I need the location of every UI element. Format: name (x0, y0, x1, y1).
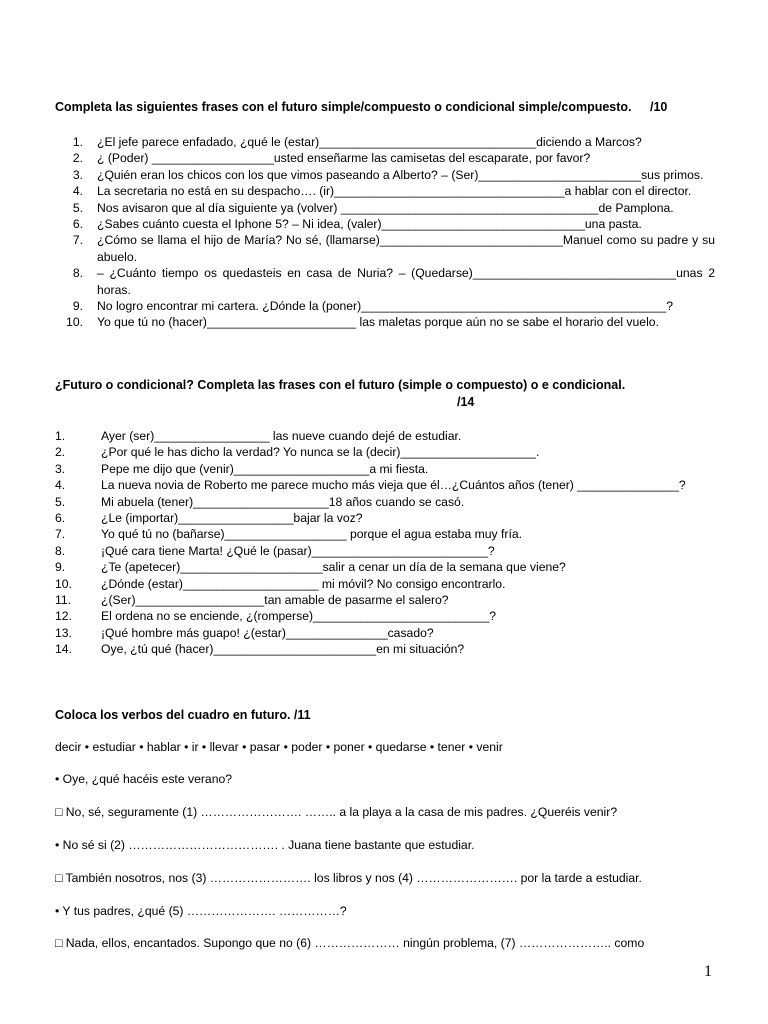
list-item: 8. – ¿Cuánto tiempo os quedasteis en casa de Nuria? – (Quedarse)______________________________unas 2 horas. (72, 266, 715, 297)
list-item: 2. ¿ (Poder) __________________usted enseñarme las camisetas del escaparate, por favor? (72, 151, 591, 166)
list-item: 9. No logro encontrar mi cartera. ¿Dónde la (poner)_____________________________________________? (72, 299, 673, 314)
section2-title: ¿Futuro o condicional? Completa las frases con el futuro (simple o compuesto) o e condicional. (55, 378, 626, 392)
list-item: 7. ¿Cómo se llama el hijo de María? No sé, (llamarse)___________________________Manuel como su padre y su abuelo. (72, 233, 715, 264)
section1-title: Completa las siguientes frases con el futuro simple/compuesto o condicional simple/compuesto. (55, 100, 632, 114)
dialogue-line: • No sé si (2) ………………………………. . Juana tiene bastante que estudiar. (55, 838, 475, 852)
list-item: 8. ¡Qué cara tiene Marta! ¿Qué le (pasar)__________________________? (55, 543, 495, 558)
section1-score: /10 (650, 100, 668, 114)
section1-list (55, 134, 715, 331)
list-item: 4. La secretaria no está en su despacho…. (ir)__________________________________a hablar con el director. (72, 184, 692, 199)
section2-score: /14 (457, 395, 475, 409)
list-item: 6. ¿Sabes cuánto cuesta el Iphone 5? – Ni idea, (valer)______________________________una pasta. (72, 217, 642, 232)
list-item: 10. ¿Dónde (estar)____________________ mi móvil? No consigo encontrarlo. (55, 576, 506, 591)
page-number: 1 (704, 963, 712, 980)
list-item: 5. Mi abuela (tener)____________________18 años cuando se casó. (55, 494, 465, 509)
list-item: 6. ¿Le (importar)_________________bajar la voz? (55, 511, 363, 526)
verb-box: decir • estudiar • hablar • ir • llevar • pasar • poder • poner • quedarse • tener • venir (55, 740, 503, 754)
list-item: 7. Yo qué tú no (bañarse)__________________ porque el agua estaba muy fría. (55, 527, 523, 542)
dialogue-line: □ Nada, ellos, encantados. Supongo que no (6) ………………… ningún problema, (7) ………………….. como (55, 936, 645, 950)
list-item: 13. ¡Qué hombre más guapo! ¿(estar)_______________casado? (55, 625, 434, 640)
list-item: 12. El ordena no se enciende, ¿(romperse)__________________________? (55, 609, 497, 624)
section2-list (55, 428, 715, 658)
list-item: 9. ¿Te (apetecer)_____________________salir a cenar un día de la semana que viene? (55, 560, 566, 575)
list-item: 4. La nueva novia de Roberto me parece mucho más vieja que él…¿Cuántos años (tener) _______________? (55, 478, 686, 493)
list-item: 2. ¿Por qué le has dicho la verdad? Yo nunca se la (decir)____________________. (55, 445, 540, 460)
section3-title: Coloca los verbos del cuadro en futuro. /11 (55, 708, 311, 722)
dialogue-line: □ No, sé, seguramente (1) ……………………. …….. a la playa a la casa de mis padres. ¿Queréis venir? (55, 805, 618, 819)
list-item: 3. Pepe me dijo que (venir)____________________a mi fiesta. (55, 461, 429, 476)
dialogue-line: • Oye, ¿qué hacéis este verano? (55, 772, 233, 786)
list-item: 10. Yo que tú no (hacer)______________________ las maletas porque aún no se sabe el horario del vuelo. (66, 315, 659, 330)
list-item: 14. Oye, ¿tú qué (hacer)________________________en mi situación? (55, 642, 465, 657)
list-item: 5. Nos avisaron que al día siguiente ya (volver) ______________________________________de Pamplona. (72, 200, 674, 215)
dialogue-line: • Y tus padres, ¿qué (5) …………………. ……………? (55, 904, 347, 918)
list-item: 1. Ayer (ser)_________________ las nueve cuando dejé de estudiar. (55, 429, 462, 443)
list-item: 11. ¿(Ser)___________________tan amable de pasarme el salero? (55, 593, 449, 608)
list-item: 1. ¿El jefe parece enfadado, ¿qué le (estar)________________________________diciendo a Marcos? (72, 135, 642, 149)
dialogue-line: □ También nosotros, nos (3) ……………………. los libros y nos (4) ……………………. por la tarde a estudiar. (55, 871, 642, 885)
list-item: 3. ¿Quién eran los chicos con los que vimos paseando a Alberto? – (Ser)________________________sus primos. (72, 167, 704, 182)
